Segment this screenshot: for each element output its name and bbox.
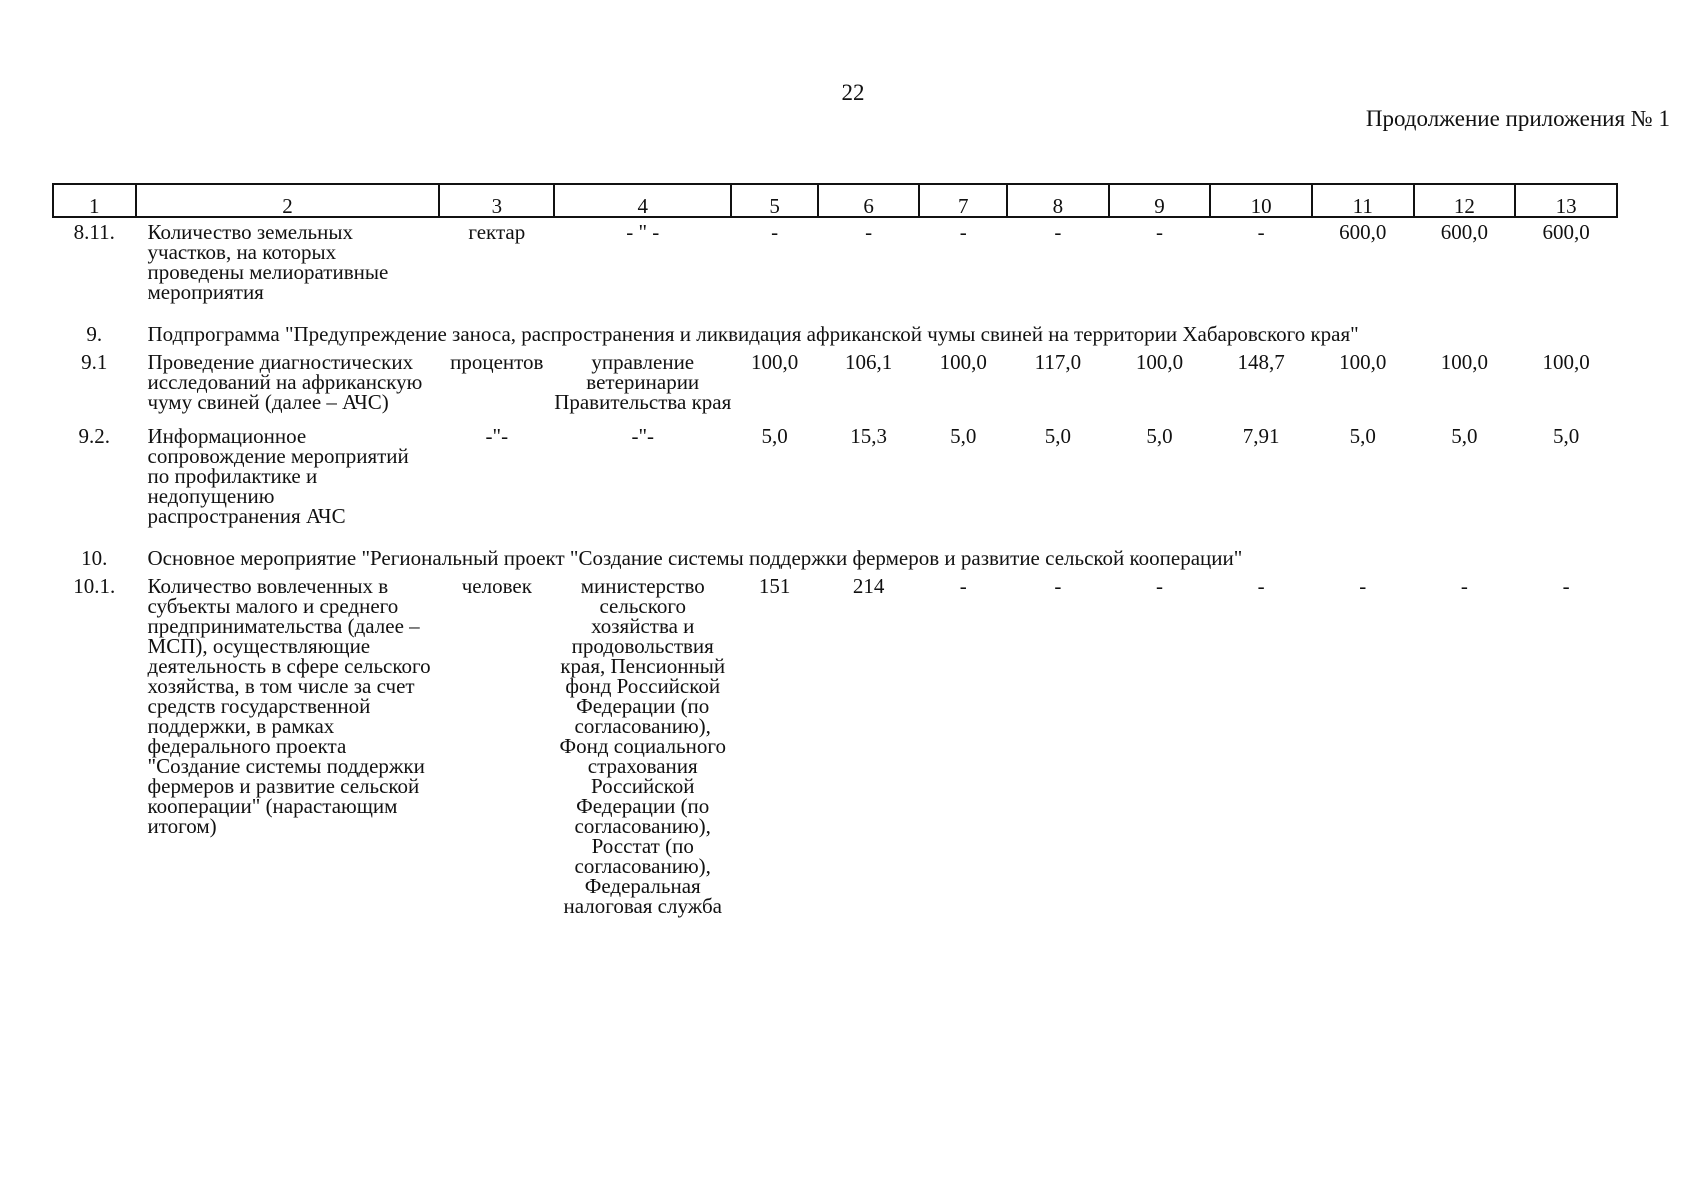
header-col-9: 9 (1109, 184, 1211, 217)
indicator-name: Количество земельных участков, на которых проведены мелиоративные мероприятия (147, 220, 389, 304)
value-col-13: - (1562, 574, 1570, 598)
header-row (53, 184, 1617, 217)
value-col-9: - (1155, 220, 1163, 244)
header-col-5: 5 (731, 184, 818, 217)
value-col-12: - (1460, 574, 1468, 598)
unit-of-measure: человек (461, 574, 532, 598)
responsible-executor: министерство сельского хозяйства и продовольствия края, Пенсионный фонд Российской Федерации (по согласованию), Фонд социального страхования Российской Федерации (по согласованию), Росстат (по согласованию), Федеральная налоговая служба (559, 574, 726, 918)
header-col-7: 7 (919, 184, 1007, 217)
value-col-5: 100,0 (750, 350, 799, 374)
value-col-5: - (771, 220, 779, 244)
value-col-8: 117,0 (1034, 350, 1082, 374)
subprogram-title: Подпрограмма "Предупреждение заноса, распространения и ликвидация африканской чумы свиней на территории Хабаровского края" (147, 322, 1359, 346)
indicator-name: Количество вовлеченных в субъекты малого и среднего предпринимательства (далее – МСП), осуществляющие деятельность в сфере сельского хозяйства, в том числе за счет средств государственной поддержки, в рамках федерального проекта "Создание системы поддержки фермеров и развитие сельской кооперации" (нарастающим итогом) (147, 574, 431, 838)
header-col-3: 3 (439, 184, 554, 217)
value-col-6: 106,1 (845, 350, 893, 374)
responsible-executor: -"- (631, 424, 655, 448)
row-number: 10. (81, 546, 108, 570)
main-activity-row (53, 536, 1617, 572)
value-col-7: 5,0 (950, 424, 977, 448)
header-col-4: 4 (554, 184, 731, 217)
value-col-12: 100,0 (1440, 350, 1489, 374)
value-col-6: 15,3 (850, 424, 888, 448)
unit-of-measure: процентов (450, 350, 544, 374)
indicator-name: Информационное сопровождение мероприятий по профилактике и недопущению распространения АЧС (147, 424, 409, 528)
table-header (53, 184, 1617, 217)
value-col-11: 5,0 (1349, 424, 1376, 448)
value-col-10: 7,91 (1242, 424, 1280, 448)
row-number: 9.2. (78, 424, 110, 448)
value-col-9: 100,0 (1135, 350, 1184, 374)
value-col-5: 151 (758, 574, 791, 598)
table-body (53, 217, 1617, 926)
value-col-13: 100,0 (1542, 350, 1590, 374)
table-row (53, 348, 1617, 422)
value-col-6: - (865, 220, 873, 244)
value-col-12: 5,0 (1451, 424, 1478, 448)
value-col-9: - (1155, 574, 1163, 598)
value-col-8: - (1054, 220, 1062, 244)
row-number: 10.1. (73, 574, 116, 598)
value-col-6: 214 (852, 574, 885, 598)
subprogram-row (53, 312, 1617, 348)
value-col-8: 5,0 (1044, 424, 1071, 448)
responsible-executor: - " - (626, 220, 660, 244)
row-number: 8.11. (73, 220, 115, 244)
value-col-7: - (959, 220, 967, 244)
indicator-name: Проведение диагностических исследований на африканскую чуму свиней (далее – АЧС) (147, 350, 423, 414)
main-activity-title: Основное мероприятие "Региональный проект "Создание системы поддержки фермеров и развитие сельской кооперации" (147, 546, 1243, 570)
header-col-11: 11 (1312, 184, 1414, 217)
value-col-10: 148,7 (1237, 350, 1285, 374)
value-col-9: 5,0 (1146, 424, 1173, 448)
header-col-8: 8 (1007, 184, 1109, 217)
header-col-10: 10 (1210, 184, 1312, 217)
value-col-12: 600,0 (1440, 220, 1489, 244)
value-col-7: - (959, 574, 967, 598)
header-col-2: 2 (136, 184, 440, 217)
header-col-12: 12 (1414, 184, 1516, 217)
table-row (53, 572, 1617, 926)
indicators-table (52, 183, 1618, 926)
unit-of-measure: гектар (468, 220, 526, 244)
page-number: 22 (841, 80, 865, 105)
value-col-13: 5,0 (1552, 424, 1580, 448)
value-col-7: 100,0 (939, 350, 987, 374)
header-col-6: 6 (818, 184, 920, 217)
header-col-1: 1 (53, 184, 136, 217)
value-col-8: - (1054, 574, 1062, 598)
value-col-11: 600,0 (1339, 220, 1387, 244)
value-col-10: - (1257, 574, 1265, 598)
responsible-executor: управление ветеринарии Правительства края (554, 350, 732, 414)
value-col-5: 5,0 (761, 424, 788, 448)
table-row (53, 217, 1617, 312)
row-number: 9.1 (81, 350, 108, 374)
row-number: 9. (86, 322, 103, 346)
value-col-13: 600,0 (1542, 220, 1590, 244)
value-col-11: - (1359, 574, 1367, 598)
table-row (53, 422, 1617, 536)
indicators-table-container (52, 183, 1618, 926)
header-col-13: 13 (1515, 184, 1617, 217)
value-col-11: 100,0 (1339, 350, 1387, 374)
unit-of-measure: -"- (485, 424, 509, 448)
value-col-10: - (1257, 220, 1265, 244)
appendix-continuation-label: Продолжение приложения № 1 (1365, 106, 1670, 131)
